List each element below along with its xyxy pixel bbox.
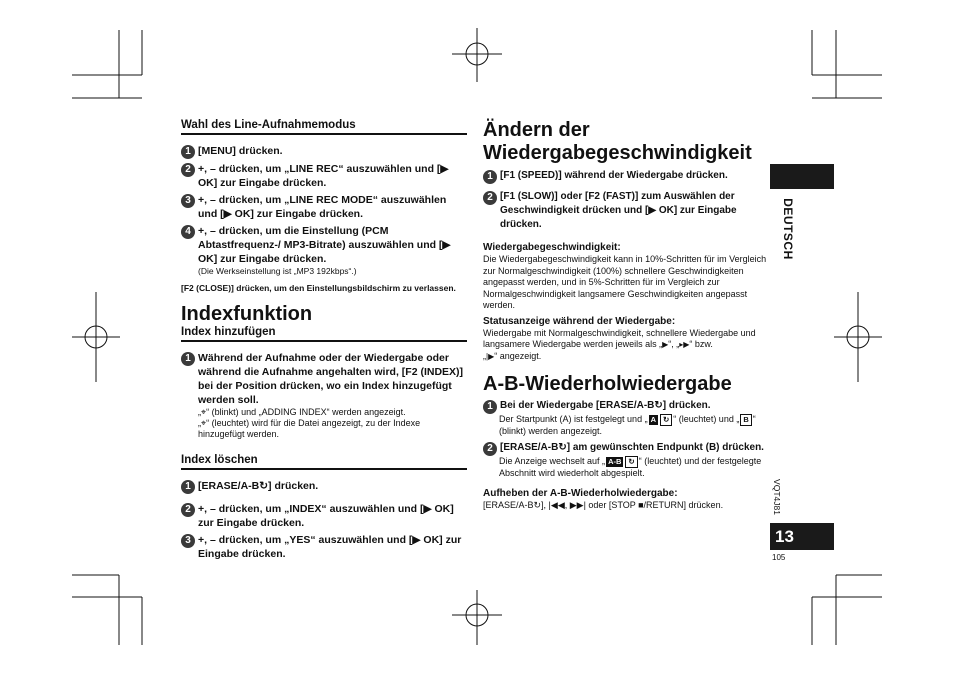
default-setting-note: (Die Werkseinstellung ist „MP3 192kbps“.) [198,266,357,276]
step-item [181,502,467,530]
step-text: [MENU] drücken. [198,145,283,157]
section-heading-line-rec: Wahl des Line-Aufnahmemodus [181,119,467,135]
play-icon: ▶ [662,340,669,349]
step-number: 2 [483,442,497,456]
status-label: Statusanzeige während der Wiedergabe: [483,315,676,327]
index-title: Indexfunktion [181,303,313,325]
step-number: 2 [483,191,497,205]
ab-title: A-B-Wiederholwiedergabe [483,373,732,395]
ab-step2-note: Die Anzeige wechselt auf „ A-B ↻ “ (leuchtet) und der festgelegte Abschnitt wird wiederholt abgespielt. [499,456,762,478]
fast-play-icon: ▸▶ [679,340,690,349]
b-indicator-icon: B [740,414,751,426]
step-item [181,224,467,266]
repeat-icon: ↻ [625,456,637,468]
ab-indicator-icon: A-B [608,457,622,466]
step-text: +, – drücken, um „LINE REC MODE“ auszuwählen und [▶ OK] zur Eingabe drücken. [198,194,447,220]
step-text: +, – drücken, um die Einstellung (PCM Abtastfrequenz-/ MP3-Bitrate) auszuwählen und [▶ OK] zur Eingabe drücken. [198,225,451,265]
step-text: +, – drücken, um „YES“ auszuwählen und [▶ OK] zur Eingabe drücken. [198,534,462,560]
step-text: [F1 (SLOW)] oder [F2 (FAST)] zum Auswählen der Geschwindigkeit drücken und [▶ OK] zur Eingabe drücken. [500,191,737,230]
index-note-lit: „⌖“ (leuchtet) wird für die Datei angezeigt, zu der Indexe hinzugefügt werden. [198,418,421,439]
step-number: 3 [181,194,195,208]
step-number: 1 [181,352,195,366]
step-item [181,533,467,561]
step-text: [ERASE/A-B↻] am gewünschten Endpunkt (B) drücken. [500,442,764,453]
step-text: Während der Aufnahme oder der Wiedergabe oder während die Aufnahme angehalten wird, [F2 (INDEX)] bei der Position drücken, wo ein Index hinzugefügt werden soll. [198,352,464,406]
sub-page-number: 105 [772,553,786,562]
step-text: +, – drücken, um „LINE REC“ auszuwählen und [▶ OK] zur Eingabe drücken. [198,163,449,189]
index-delete-heading: Index löschen [181,454,467,470]
speed-body: Die Wiedergabegeschwindigkeit kann in 10%-Schritten für im Vergleich zur Normalgeschwindigkeit (100%) schnellere Geschwindigkeiten angepasst werden, und in 5%-Schritten für im Vergleich zur Normalgeschwindigkeit langsamere Geschwindigkeiten angepasst werden. [483,254,767,310]
step-item [181,193,467,221]
language-label: DEUTSCH [781,198,795,260]
a-indicator-icon: A [650,415,656,424]
status-body: Wiedergabe mit Normalgeschwindigkeit, schnellere Wiedergabe und langsamere Wiedergabe werden jeweils als „▶“, „▸▶“ bzw. „|▶“ angezeigt. [483,327,756,361]
step-item [483,169,770,184]
step-text: [ERASE/A-B↻] drücken. [198,480,319,492]
step-item [181,144,467,159]
step-number: 1 [483,400,497,414]
step-number: 1 [181,480,195,494]
slow-play-icon: |▶ [486,351,495,361]
step-number: 3 [181,534,195,548]
repeat-icon: ↻ [660,414,672,426]
cancel-label: Aufheben der A-B-Wiederholwiedergabe: [483,488,678,499]
speed-label: Wiedergabegeschwindigkeit: [483,242,621,253]
step-item [483,399,770,414]
right-column [483,119,770,512]
index-icon: ⌖ [201,418,207,428]
step-number: 2 [181,163,195,177]
left-column [181,119,467,564]
cancel-text: [ERASE/A-B↻], |◀◀, ▶▶| oder [STOP ■/RETURN] drücken. [483,500,724,510]
f2-close-note: [F2 (CLOSE)] drücken, um den Einstellungsbildschirm zu verlassen. [181,283,456,293]
index-note-blink: „⌖“ (blinkt) und „ADDING INDEX“ werden angezeigt. [198,407,406,417]
step-number: 1 [483,170,497,184]
step-item [181,479,467,494]
step-text: +, – drücken, um „INDEX“ auszuwählen und [▶ OK] zur Eingabe drücken. [198,503,454,529]
page-number: 13 [770,523,834,550]
sidebar-tab-marker [770,164,834,189]
step-text: [F1 (SPEED)] während der Wiedergabe drücken. [500,170,728,181]
step-item [483,441,770,456]
step-item [181,162,467,190]
index-icon: ⌖ [201,407,207,417]
step-text: Bei der Wiedergabe [ERASE/A-B↻] drücken. [500,400,711,411]
step-item [181,351,467,407]
index-add-heading: Index hinzufügen [181,326,467,342]
step-item [483,190,770,232]
step-number: 2 [181,503,195,517]
ab-step1-note: Der Startpunkt (A) ist festgelegt und „ A ↻ “ (leuchtet) und „ B “ (blinkt) werden angezeigt. [499,414,756,436]
speed-title: Ändern der Wiedergabegeschwindigkeit [483,119,752,164]
step-number: 4 [181,225,195,239]
step-number: 1 [181,145,195,159]
document-code: VQT4J81 [772,479,782,515]
